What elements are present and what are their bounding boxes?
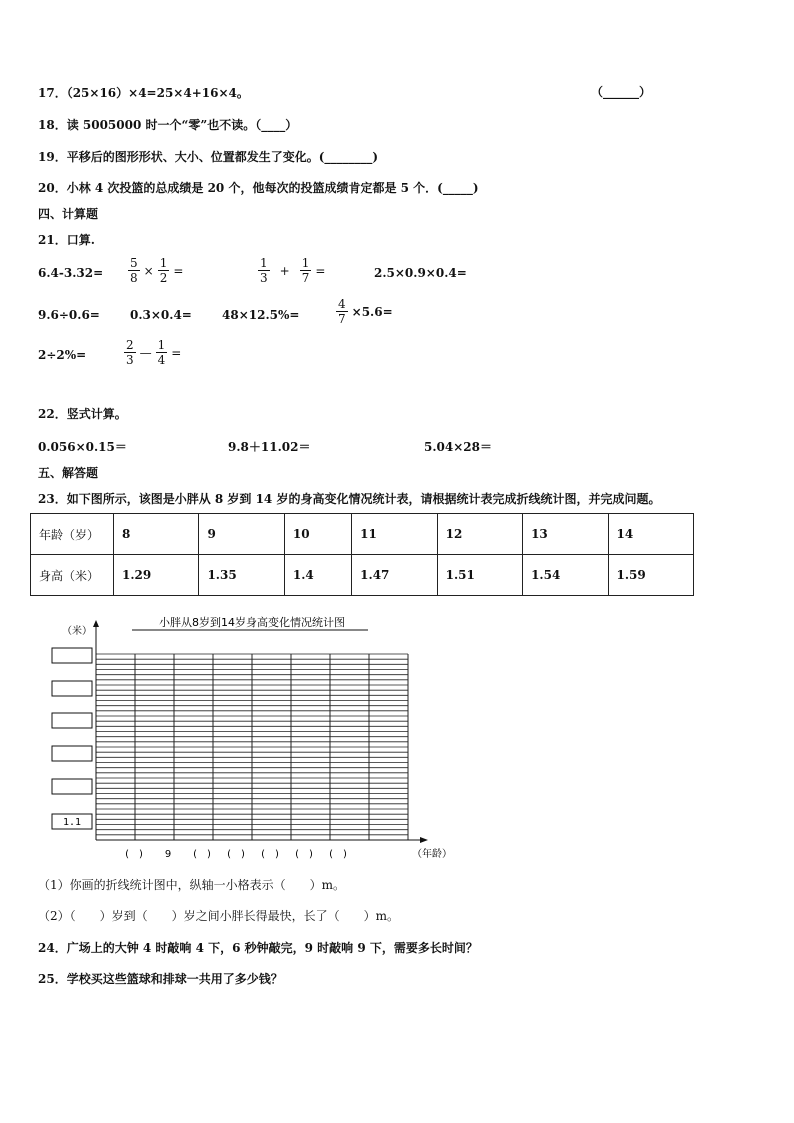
fraction: $\frac{1}{2}$ [159, 256, 168, 285]
calc-b: $\frac{5}{8}$ × $\frac{1}{2}$ = [130, 256, 184, 285]
x-tick-label: 9 [164, 849, 172, 860]
calc-vertical-1: 0.056×0.15＝ [38, 440, 127, 454]
height-table [30, 513, 694, 596]
y-tick-label: 1.1 [62, 817, 82, 828]
x-tick-label: ( ) [227, 849, 245, 860]
table-cell: 1.35 [199, 555, 284, 596]
fraction: $\frac{5}{8}$ [130, 256, 138, 285]
chart-title: 小胖从8岁到14岁身高变化情况统计图 [159, 616, 345, 629]
question-20: 20．小林 4 次投篮的总成绩是 20 个，他每次的投篮成绩肯定都是 5 个．(_____) [38, 181, 479, 195]
table-row [31, 555, 694, 596]
fraction: $\frac{2}{3}$ [126, 338, 134, 367]
fraction: $\frac{1}{3}$ [260, 256, 268, 285]
y-tick-box [52, 779, 92, 794]
question-21: 21．口算. [38, 233, 95, 247]
calc-h: $\frac{4}{7}$ ×5.6= [338, 297, 393, 326]
calc-i: 2÷2%= [38, 348, 87, 362]
question-25: 25．学校买这些篮球和排球一共用了多少钱？ [38, 972, 283, 986]
x-tick-label: ( ) [261, 849, 279, 860]
table-cell: 13 [523, 514, 608, 555]
y-axis-label: （米） [62, 626, 92, 637]
table-cell: 1.47 [352, 555, 437, 596]
table-cell: 1.29 [114, 555, 199, 596]
x-tick-label: ( ) [125, 849, 143, 860]
section-5-heading: 五、解答题 [38, 466, 99, 480]
y-axis-arrow [93, 620, 99, 627]
table-cell: 1.54 [523, 555, 608, 596]
question-23-1: （1）你画的折线统计图中，纵轴一小格表示（ ）m。 [38, 878, 346, 892]
table-row-label: 身高（米） [31, 555, 114, 596]
calc-vertical-3: 5.04×28＝ [424, 440, 492, 454]
x-axis-label: （年龄） [412, 849, 452, 860]
table-cell: 8 [114, 514, 199, 555]
table-cell: 14 [608, 514, 693, 555]
question-17: 17．（25×16）×4=25×4+16×4。 [38, 86, 249, 100]
table-cell: 1.4 [284, 555, 351, 596]
calc-f: 0.3×0.4= [130, 308, 192, 322]
section-4-heading: 四、计算题 [38, 207, 99, 221]
question-24: 24．广场上的大钟 4 时敲响 4 下，6 秒钟敲完，9 时敲响 9 下，需要多长时间？ [38, 941, 478, 955]
table-row-label: 年龄（岁） [31, 514, 114, 555]
x-axis-arrow [420, 837, 428, 843]
table-row [31, 514, 694, 555]
question-19: 19．平移后的图形形状、大小、位置都发生了变化。(________) [38, 150, 379, 164]
answer-blank-17[interactable]: （______） [591, 85, 652, 99]
fraction: $\frac{1}{7}$ [301, 256, 310, 285]
line-chart [40, 610, 452, 865]
calc-e: 9.6÷0.6= [38, 308, 100, 322]
question-23-2: （2）（ ）岁到（ ）岁之间小胖长得最快，长了（ ）m。 [38, 909, 400, 923]
table-cell: 1.51 [437, 555, 522, 596]
calc-a: 6.4-3.32= [38, 266, 104, 280]
table-cell: 11 [352, 514, 437, 555]
y-tick-box [52, 648, 92, 663]
calc-c: $\frac{1}{3}$ + $\frac{1}{7}$ = [260, 256, 326, 285]
table-cell: 12 [437, 514, 522, 555]
table-cell: 1.59 [608, 555, 693, 596]
table-cell: 9 [199, 514, 284, 555]
line-chart-svg [40, 610, 452, 865]
question-23: 23．如下图所示，该图是小胖从 8 岁到 14 岁的身高变化情况统计表，请根据统计表完成折线统计图，并完成问题。 [38, 492, 661, 506]
fraction: $\frac{1}{4}$ [157, 338, 166, 367]
calc-d: 2.5×0.9×0.4= [374, 266, 467, 280]
y-tick-box [52, 713, 92, 728]
fraction: $\frac{4}{7}$ [338, 297, 346, 326]
table-cell: 10 [284, 514, 351, 555]
y-tick-box [52, 681, 92, 696]
calc-j: $\frac{2}{3}$ — $\frac{1}{4}$ = [126, 338, 182, 367]
question-18: 18．读 5005000 时一个“零”也不读。（____） [38, 118, 298, 132]
x-tick-label: ( ) [295, 849, 313, 860]
question-22: 22．竖式计算。 [38, 407, 127, 421]
x-tick-label: ( ) [193, 849, 211, 860]
calc-vertical-2: 9.8＋11.02＝ [228, 440, 311, 454]
y-tick-box [52, 746, 92, 761]
x-tick-label: ( ) [329, 849, 347, 860]
calc-g: 48×12.5%= [222, 308, 300, 322]
